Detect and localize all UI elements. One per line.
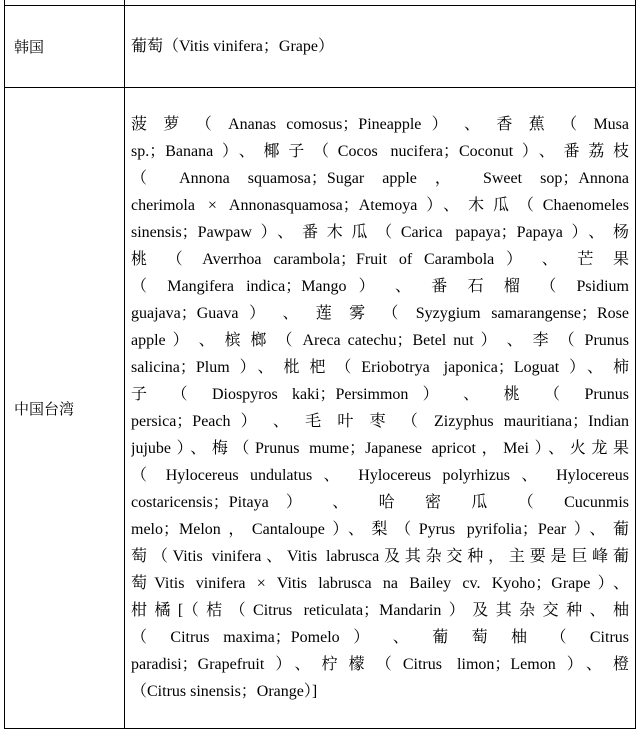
- content-line: 葡萄（Vitis vinifera；Grape）: [131, 37, 334, 55]
- fruit-table: [4, 0, 636, 729]
- content-line: cherimola × Annonasquamosa；Atemoya）、木瓜（Chaenomeles: [131, 197, 629, 214]
- content-line: 萄Vitis vinifera × Vitis labrusca na Bailey cv. Kyoho；Grape）、: [131, 575, 629, 592]
- content-line: 柑橘[（桔（Citrus reticulata；Mandarin）及其杂交种、柚: [131, 602, 629, 619]
- content-line: persica；Peach ） 、 毛 叶 枣 （ Zizyphus mauritiana；Indian: [131, 413, 629, 430]
- content-cell: [125, 6, 636, 88]
- content-line: （ Mangifera indica；Mango ） 、 番 石 榴 （ Psidium: [131, 278, 629, 295]
- content-line: apple ） 、 槟 榔 （ Areca catechu；Betel nut ） 、 李 （ Prunus: [131, 332, 629, 349]
- region-cell: 韩国: [5, 6, 125, 88]
- content-line: （ Annona squamosa；Sugar apple ， Sweet sop；Annona: [131, 170, 629, 187]
- content-line: sinensis；Pawpaw）、番木瓜（Carica papaya；Papaya）、杨: [131, 224, 629, 241]
- content-line: 子 （ Diospyros kaki；Persimmon ） 、 桃 （ Prunus: [131, 386, 629, 403]
- content-line: 萄（Vitis vinifera、Vitis labrusca及其杂交种，主要是巨峰葡: [131, 548, 629, 565]
- table-row-korea: [5, 6, 636, 88]
- content-line: sp.；Banana）、椰子（Cocos nucifera；Coconut）、番荔枝: [131, 143, 629, 160]
- content-line: melo；Melon，Cantaloupe）、梨（Pyrus pyrifolia；Pear）、葡: [131, 521, 629, 538]
- content-line: costaricensis；Pitaya ） 、 哈 密 瓜 （ Cucunmis: [131, 494, 629, 511]
- content-line: salicina；Plum）、枇杷（Eriobotrya japonica；Loguat）、柿: [131, 359, 629, 376]
- content-line: （ Citrus maxima；Pomelo ） 、 葡 萄 柚 （ Citrus: [131, 629, 629, 646]
- content-line: guajava；Guava ） 、 莲 雾 （ Syzygium samarangense；Rose: [131, 305, 629, 322]
- content-line: （Citrus sinensis；Orange）]: [131, 683, 318, 700]
- table-row-taiwan: [5, 88, 636, 729]
- content-line: jujube）、梅（Prunus mume；Japanese apricot，Mei）、火龙果: [131, 440, 629, 457]
- region-cell: 中国台湾: [5, 88, 125, 729]
- content-line: paradisi；Grapefruit）、柠檬（Citrus limon；Lemon）、橙: [131, 656, 629, 673]
- content-line: （ Hylocereus undulatus 、 Hylocereus polyrhizus 、 Hylocereus: [131, 467, 629, 484]
- content-line: 桃 （ Averrhoa carambola；Fruit of Carambola ） 、 芒 果: [131, 251, 629, 268]
- content-line: 菠 萝 （ Ananas comosus；Pineapple ） 、 香 蕉 （ Musa: [131, 116, 629, 133]
- content-cell: [125, 88, 636, 729]
